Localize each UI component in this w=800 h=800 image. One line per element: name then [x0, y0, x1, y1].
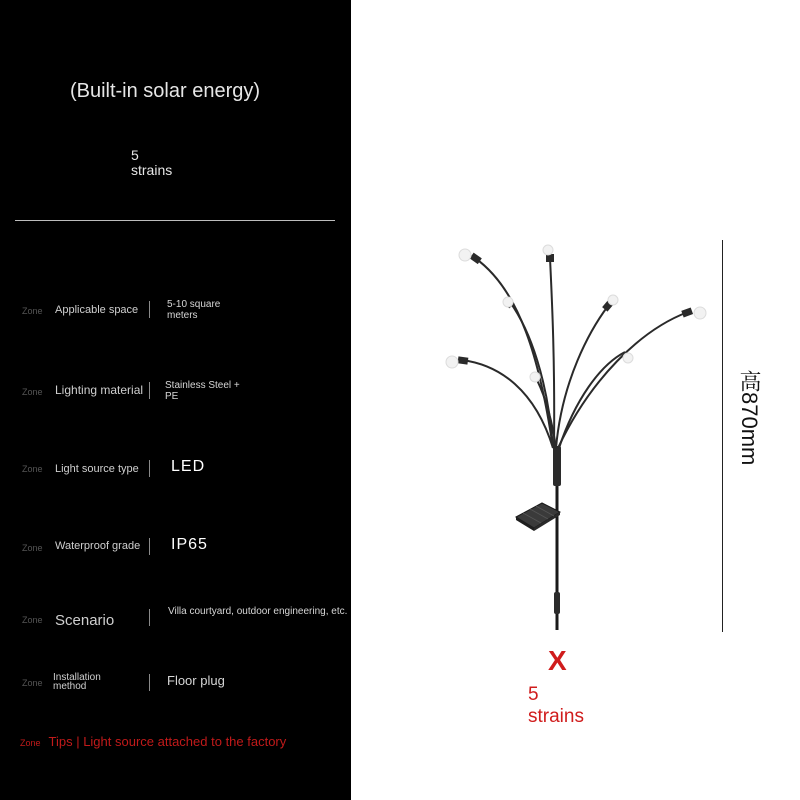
spec-value: Floor plug — [167, 673, 225, 688]
stake — [553, 446, 561, 630]
strains-word: strains — [528, 706, 584, 727]
zone-tag: Zone — [20, 738, 41, 748]
spec-row-light-source-type — [0, 455, 351, 489]
separator — [149, 301, 150, 318]
separator — [149, 538, 150, 555]
spec-label: Lighting material — [55, 383, 144, 397]
separator — [149, 382, 150, 399]
branch-sockets — [457, 253, 693, 365]
spec-label: Scenario — [55, 612, 115, 629]
spec-label: Applicable space — [55, 304, 139, 316]
spec-row-installation-method — [0, 670, 351, 704]
divider — [15, 220, 335, 221]
spec-value: Villa courtyard, outdoor engineering, etc. — [168, 606, 348, 617]
spec-label: Waterproof grade — [55, 540, 141, 552]
zone-tag: Zone — [22, 678, 43, 688]
strains-number: 5 — [131, 147, 139, 163]
spec-value: Stainless Steel + PE — [165, 380, 240, 402]
zone-tag: Zone — [22, 464, 43, 474]
tips-row — [20, 734, 286, 749]
zone-tag: Zone — [22, 387, 43, 397]
zone-tag: Zone — [22, 543, 43, 553]
spec-value: IP65 — [171, 536, 208, 553]
branches — [462, 258, 688, 448]
spec-row-applicable-space — [0, 296, 351, 330]
strains-count-top — [131, 148, 211, 178]
spec-value: 5-10 square meters — [167, 299, 221, 321]
height-dimension-line — [722, 240, 723, 632]
strains-number: 5 — [528, 684, 539, 705]
height-label: 高870mm — [737, 370, 762, 466]
headline: (Built-in solar energy) — [69, 80, 261, 102]
solar-panel-icon — [516, 503, 560, 531]
spec-label: Light source type — [55, 463, 139, 475]
zone-tag: Zone — [22, 306, 43, 316]
zone-tag: Zone — [22, 615, 43, 625]
product-illustration — [351, 0, 800, 800]
spec-label: Installation method — [53, 672, 101, 692]
spec-row-lighting-material — [0, 377, 351, 411]
separator — [149, 609, 150, 626]
tips-text: Tips | Light source attached to the factory — [48, 734, 287, 749]
separator — [149, 674, 150, 691]
strains-count-bottom — [528, 684, 608, 728]
strains-word: strains — [131, 162, 173, 178]
spec-row-scenario — [0, 604, 351, 638]
spec-row-waterproof-grade — [0, 533, 351, 567]
spec-panel — [0, 0, 351, 800]
multiplier-x: X — [548, 645, 567, 676]
spec-value: LED — [171, 458, 206, 475]
separator — [149, 460, 150, 477]
